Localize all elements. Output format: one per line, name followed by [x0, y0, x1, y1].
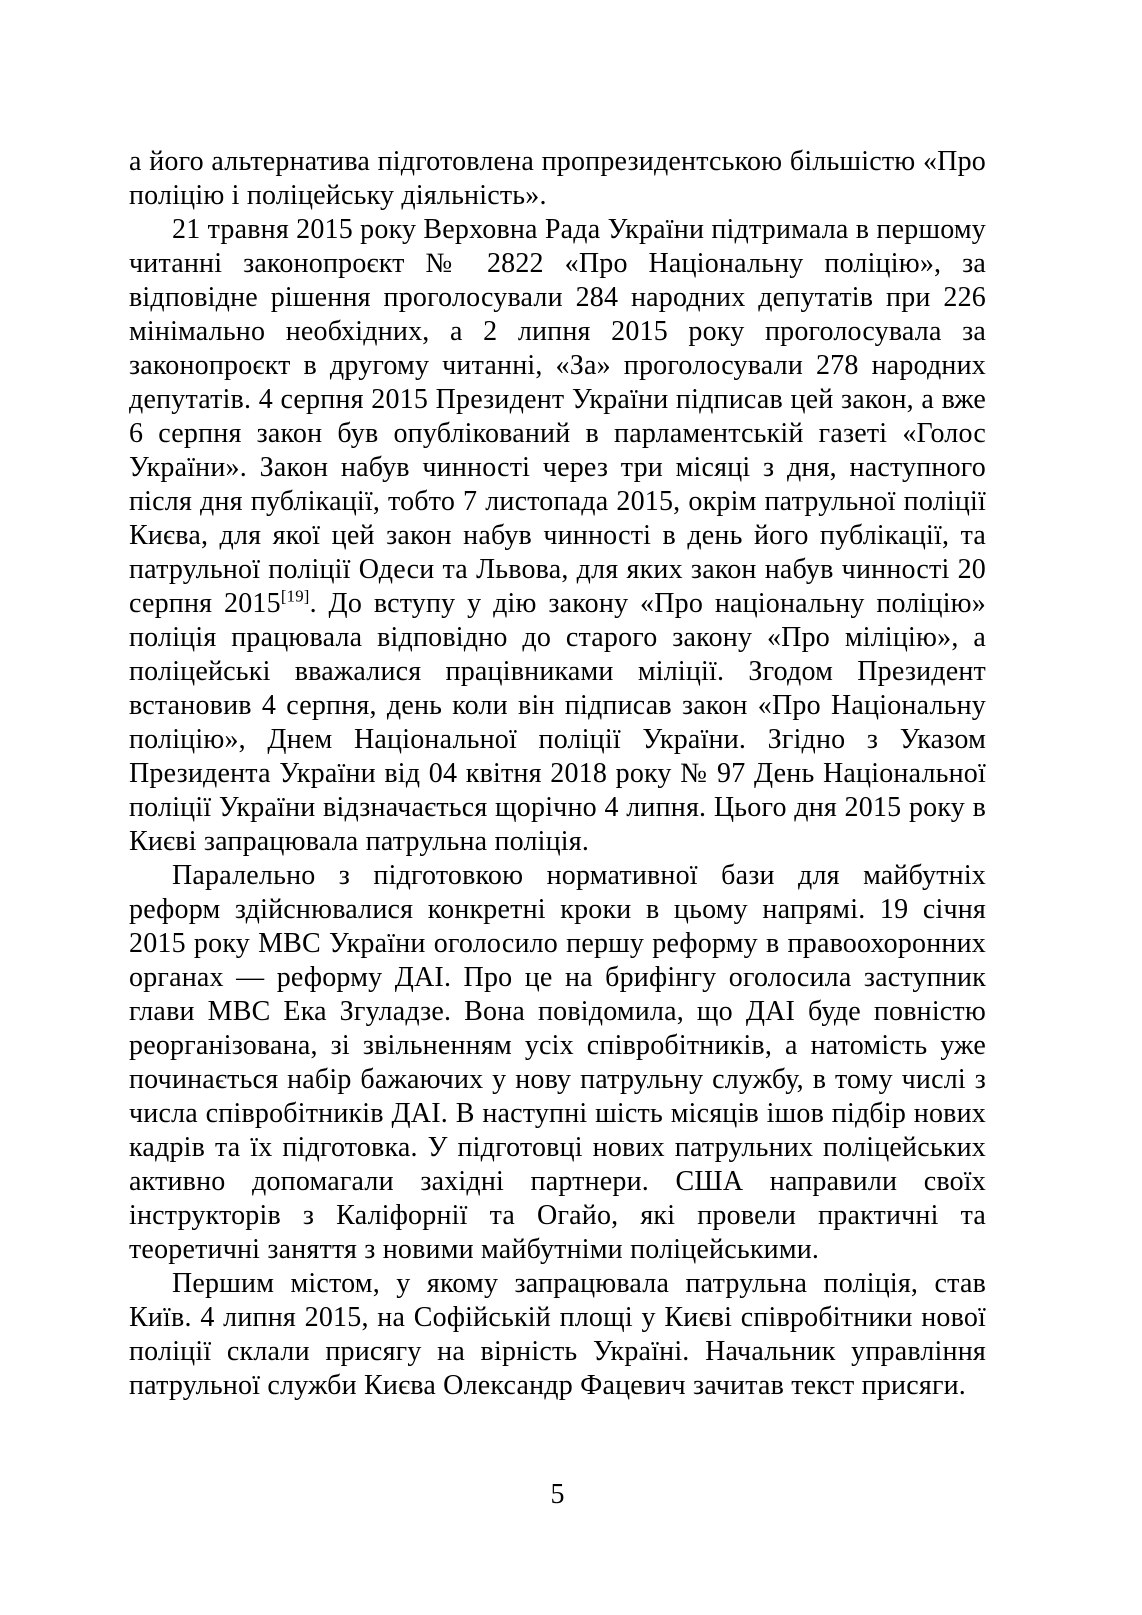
paragraph: Паралельно з підготовкою нормативної бази для майбутніх реформ здійснювалися конкретні кроки в цьому напрямі. 19 січня 2015 року МВС України оголосило першу реформу в правоохоронних органах — реформу ДАІ. Про це на брифінгу оголосила заступник глави МВС Ека Згуладзе. Вона повідомила, що ДАІ буде повністю реорганізована, зі звільненням усіх співробітників, а натомість уже починається набір бажаючих у нову патрульну службу, в тому числі з числа співробітників ДАІ. В наступні шість місяців ішов підбір нових кадрів та їх підготовка. У підготовці нових патрульних поліцейських активно допомагали західні партнери. США направили своїх інструкторів з Каліфорнії та Огайо, які провели практичні та теоретичні заняття з новими майбутніми поліцейськими. — [129, 860, 986, 1265]
text-block — [129, 145, 986, 1403]
paragraph — [129, 213, 986, 859]
paragraph: а його альтернатива підготовлена пропрезидентською більшістю «Про поліцію і поліцейську діяльність». — [129, 146, 986, 211]
paragraph: Першим містом, у якому запрацювала патрульна поліція, став Київ. 4 липня 2015, на Софійській площі у Києві співробітники нової поліції склали присягу на вірність Україні. Начальник управління патрульної служби Києва Олександр Фацевич зачитав текст присяги. — [129, 1268, 986, 1401]
paragraph-text: . До вступу у дію закону «Про національну поліцію» поліція працювала відповідно до старого закону «Про міліцію», а поліцейські вважалися працівниками міліції. Згодом Президент встановив 4 серпня, день коли він підписав закон «Про Національну поліцію», Днем Національної поліції України. Згідно з Указом Президента України від 04 квітня 2018 року № 97 День Національної поліції України відзначається щорічно 4 липня. Цього дня 2015 року в Києві запрацювала патрульна поліція. — [129, 588, 986, 857]
paragraph-text: 21 травня 2015 року Верховна Рада України підтримала в першому читанні законопроєкт № 2822 «Про Національну поліцію», за відповідне рішення проголосували 284 народних депутатів при 226 мінімально необхідних, а 2 липня 2015 року проголосувала за законопроєкт в другому читанні, «За» проголосували 278 народних депутатів. 4 серпня 2015 Президент України підписав цей закон, а вже 6 серпня закон був опублікований в парламентській газеті «Голос України». Закон набув чинності через три місяці з дня, наступного після дня публікації, тобто 7 листопада 2015, окрім патрульної поліції Києва, для якої цей закон набув чинності в день його публікації, та патрульної поліції Одеси та Львова, для яких закон набув чинності 20 серпня 2015 — [129, 214, 986, 619]
page-number: 5 — [550, 1479, 565, 1510]
reference-marker: [19] — [280, 586, 310, 606]
